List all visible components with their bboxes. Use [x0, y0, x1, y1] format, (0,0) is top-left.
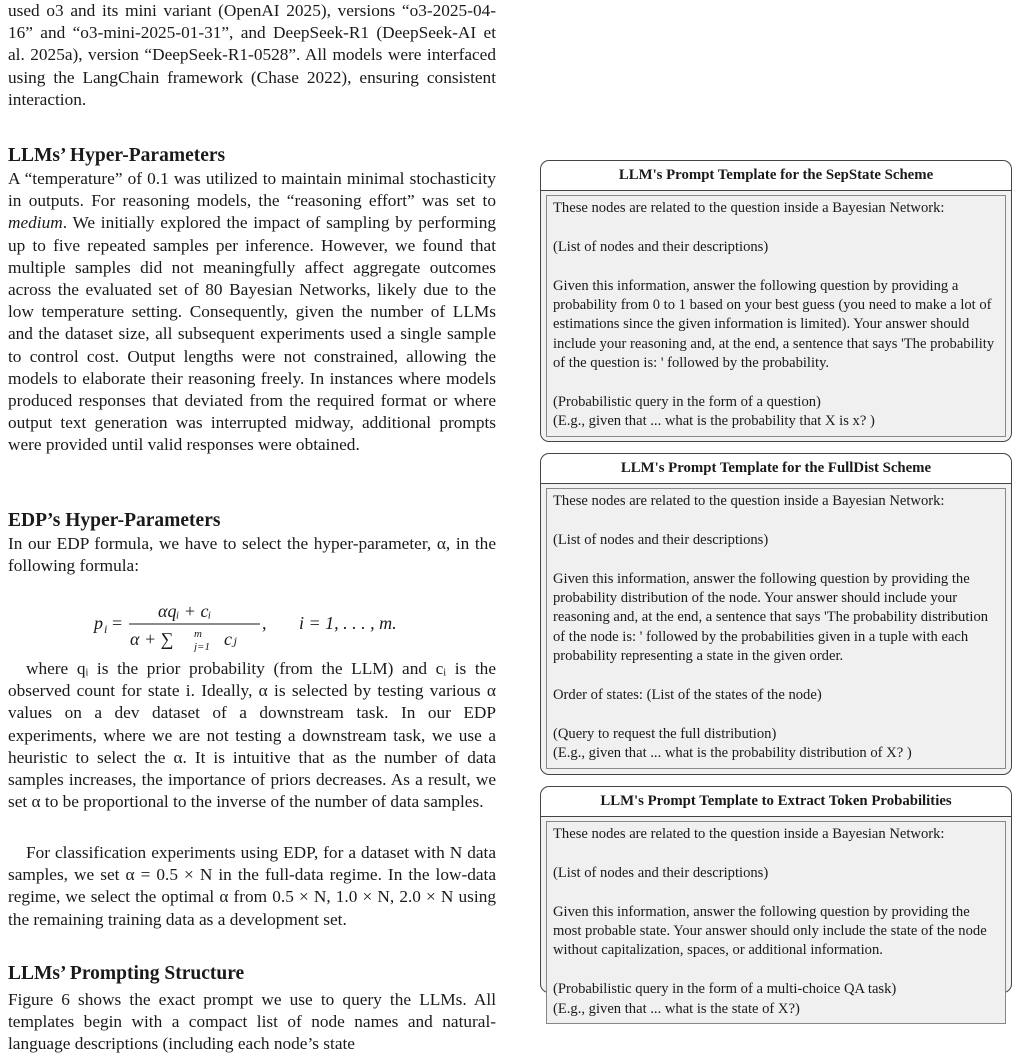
- hyper-para-emphasis: medium: [8, 213, 63, 233]
- edp-paragraph-3: For classification experiments using EDP, for a dataset with N data samples, we set α = 0.5 × N in the full-data regime. In the low-data regime, we select the optimal α from 0.5 × N, 1.0 × N, 2.0 × N using the remaining training data as a development set.: [8, 843, 496, 929]
- prompt-template-box-fulldist: [540, 453, 1012, 775]
- template-line: (Probabilistic query in the form of a question): [553, 394, 821, 411]
- formula-lhs: p: [94, 613, 103, 633]
- template-line: Given this information, answer the following question by providing the most probable state. Your answer should only include the state of the node without capitalization, spaces, or additional information.: [553, 903, 987, 959]
- formula-den-sub: j=1: [194, 641, 210, 652]
- template-line: (List of nodes and their descriptions): [553, 531, 769, 548]
- template-line: (List of nodes and their descriptions): [553, 864, 769, 881]
- formula-den-tail: cⱼ: [224, 629, 237, 649]
- section-heading-llm-hyperparameters: LLMs’ Hyper-Parameters: [8, 145, 226, 166]
- prompt-template-title: LLM's Prompt Template to Extract Token Probabilities: [541, 787, 1011, 817]
- formula-comma: ,: [262, 613, 267, 633]
- template-line: These nodes are related to the question inside a Bayesian Network:: [553, 493, 945, 509]
- template-line: Given this information, answer the following question by providing the probability distribution of the node. Your answer should include your reasoning and, at the end, a sentence that says 'The probability distribution of the node is: ' followed by the probabilities given in a tuple with each probability representing a state in the given order.: [553, 570, 989, 665]
- template-line: (Query to request the full distribution): [553, 725, 777, 742]
- formula-range: i = 1, . . . , m.: [299, 613, 397, 633]
- template-line: These nodes are related to the question inside a Bayesian Network:: [553, 200, 945, 216]
- template-line: (List of nodes and their descriptions): [553, 238, 769, 255]
- intro-paragraph: used o3 and its mini variant (OpenAI 2025), versions “o3-2025-04-16” and “o3-mini-2025-01-31”, and DeepSeek-R1 (DeepSeek-AI et al. 2025a), version “DeepSeek-R1-0528”. All models were interfaced using the LangChain framework (Chase 2022), ensuring consistent interaction.: [8, 1, 496, 109]
- formula-lhs-sub: i: [104, 622, 108, 636]
- prompt-template-box-sepstate: [540, 160, 1012, 442]
- edp-formula: [8, 590, 496, 652]
- template-line: (E.g., given that ... what is the probability that X is x? ): [553, 413, 875, 430]
- formula-numerator: αqᵢ + cᵢ: [158, 601, 212, 621]
- template-line: Given this information, answer the following question by providing a probability from 0 to 1 based on your best guess (you need to make a lot of estimations since the given information is limited). Your answer should include your reasoning and, at the end, a sentence that says 'The probability of the question is: ' followed by the probability.: [553, 277, 995, 372]
- edp-paragraph: In our EDP formula, we have to select the hyper-parameter, α, in the following formula:: [8, 534, 496, 576]
- prompt-template-box-token-probabilities: [540, 786, 1012, 1017]
- hyper-para-part-a: A “temperature” of 0.1 was utilized to maintain minimal stochasticity in outputs. For reasoning models, the “reasoning effort” was set to: [8, 169, 496, 211]
- prompt-template-body: [546, 195, 1006, 437]
- prompt-template-body: [546, 488, 1006, 769]
- template-line: (Probabilistic query in the form of a multi-choice QA task): [553, 981, 897, 998]
- formula-den-sup: m: [194, 628, 202, 640]
- edp-paragraph-2: where qᵢ is the prior probability (from the LLM) and cᵢ is the observed count for state i. Ideally, α is selected by testing various α values on a dev dataset of a downstream task. In our EDP experiments, where we are not testing a downstream task, we use a heuristic to select the α. It is intuitive that as the number of data samples increases, the importance of priors decreases. As a result, we set α to be proportional to the inverse of the number of data samples.: [8, 659, 496, 812]
- section-heading-prompting-structure: LLMs’ Prompting Structure: [8, 963, 245, 984]
- prompt-template-title: LLM's Prompt Template for the SepState Scheme: [541, 161, 1011, 191]
- template-line: (E.g., given that ... what is the state of X?): [553, 1000, 800, 1017]
- template-line: Order of states: (List of the states of the node): [553, 687, 822, 704]
- llm-hyperparameters-paragraph: [8, 168, 496, 457]
- hyper-para-part-b: . We initially explored the impact of sampling by performing up to five repeated samples per inference. However, we found that multiple samples did not meaningfully affect aggregate outcomes across the evaluated set of 80 Bayesian Networks, likely due to the low temperature setting. Consequently, given the number of LLMs and the dataset size, all subsequent experiments used a single sample to control cost. Output lengths were not constrained, allowing the models to elaborate their reasoning freely. In instances where models produced responses that deviated from the required format or where output text generation was interrupted midway, additional prompts were provided until valid responses were obtained.: [8, 213, 496, 455]
- section-heading-edp-hyperparameters: EDP’s Hyper-Parameters: [8, 510, 221, 531]
- formula-equals: =: [112, 613, 123, 633]
- formula-denominator: α + ∑: [130, 629, 174, 649]
- prompting-paragraph: Figure 6 shows the exact prompt we use to query the LLMs. All templates begin with a compact list of node names and natural-language descriptions (including each node’s state: [8, 990, 496, 1054]
- template-line: These nodes are related to the question inside a Bayesian Network:: [553, 826, 945, 842]
- prompt-template-title: LLM's Prompt Template for the FullDist Scheme: [541, 454, 1011, 484]
- prompt-template-body: [546, 821, 1006, 1024]
- template-line: (E.g., given that ... what is the probability distribution of X? ): [553, 745, 912, 762]
